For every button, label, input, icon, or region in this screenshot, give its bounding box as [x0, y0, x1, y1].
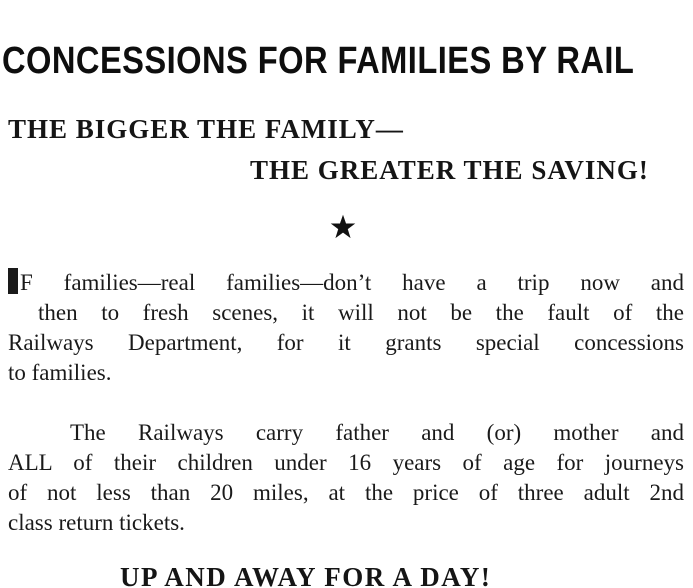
paragraph-1-line-4: to families.: [8, 360, 112, 385]
subheading-line-1: THE BIGGER THE FAMILY—: [8, 114, 404, 144]
paragraph-2: [8, 418, 684, 538]
paragraph-2-line-2: ALL of their children under 16 years of age for journeys: [8, 450, 684, 475]
subheading-line-2: THE GREATER THE SAVING!: [250, 155, 649, 185]
drop-cap-letter: [20, 268, 21, 269]
paragraph-2-line-4: class return tickets.: [8, 510, 185, 535]
section-heading: UP AND AWAY FOR A DAY!: [120, 562, 492, 588]
headline: CONCESSIONS FOR FAMILIES BY RAIL: [2, 40, 635, 82]
drop-cap: [8, 268, 18, 294]
paragraph-1-line-3: Railways Department, for it grants special concessions: [8, 330, 684, 355]
paragraph-1-line-1: F families—real families—don’t have a trip now and: [8, 268, 684, 298]
star-icon: [329, 213, 357, 241]
paragraph-1: [8, 268, 684, 388]
paragraph-2-line-3: of not less than 20 miles, at the price of three adult 2nd: [8, 480, 684, 505]
paragraph-2-line-1: The Railways carry father and (or) mother and: [70, 420, 684, 445]
paragraph-1-line-2: then to fresh scenes, it will not be the fault of the: [38, 300, 684, 325]
